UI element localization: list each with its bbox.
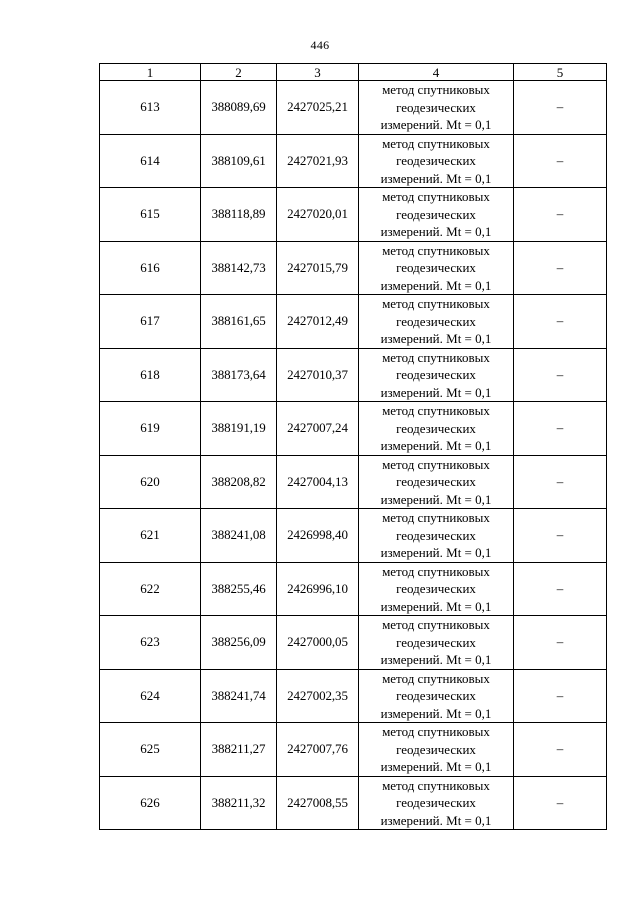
note-cell: – <box>514 723 607 777</box>
x-coordinate-cell: 388211,32 <box>201 776 277 830</box>
method-cell <box>359 81 514 135</box>
point-number-cell: 613 <box>100 81 201 135</box>
method-cell <box>359 776 514 830</box>
point-number-cell: 614 <box>100 134 201 188</box>
method-line: геодезических <box>396 153 476 168</box>
column-header-1: 1 <box>100 64 201 81</box>
method-line: геодезических <box>396 527 476 543</box>
note-cell: – <box>514 509 607 563</box>
method-line: геодезических <box>396 688 476 703</box>
table-row <box>100 402 607 456</box>
method-line: метод спутниковых <box>382 563 490 579</box>
method-line: геодезических <box>396 420 476 436</box>
method-line: измерений. Mt = 0,1 <box>380 652 492 667</box>
x-coordinate-cell: 388256,09 <box>201 616 277 670</box>
note-cell: – <box>514 455 607 509</box>
method-cell <box>359 509 514 563</box>
table-row <box>100 188 607 242</box>
x-coordinate-cell: 388173,64 <box>201 348 277 402</box>
table-row <box>100 134 607 188</box>
method-line: измерений. Mt = 0,1 <box>380 170 492 186</box>
coordinates-table <box>99 63 607 830</box>
table-row <box>100 723 607 777</box>
method-line: измерений. Mt = 0,1 <box>380 331 492 346</box>
table-row <box>100 348 607 402</box>
note-cell: – <box>514 295 607 349</box>
note-cell: – <box>514 669 607 723</box>
x-coordinate-cell: 388118,89 <box>201 188 277 242</box>
column-header-4: 4 <box>359 64 514 81</box>
table-row <box>100 616 607 670</box>
point-number-cell: 619 <box>100 402 201 456</box>
method-line: геодезических <box>396 99 476 115</box>
y-coordinate-cell: 2427021,93 <box>277 134 359 188</box>
note-cell: – <box>514 562 607 616</box>
point-number-cell: 617 <box>100 295 201 349</box>
point-number-cell: 622 <box>100 562 201 616</box>
method-line: геодезических <box>396 474 476 489</box>
method-cell <box>359 134 514 188</box>
x-coordinate-cell: 388208,82 <box>201 455 277 509</box>
column-header-2: 2 <box>201 64 277 81</box>
method-line: метод спутниковых <box>382 403 490 418</box>
method-cell <box>359 723 514 777</box>
note-cell: – <box>514 188 607 242</box>
y-coordinate-cell: 2427020,01 <box>277 188 359 242</box>
table-row <box>100 669 607 723</box>
method-line: измерений. Mt = 0,1 <box>380 438 492 453</box>
method-cell <box>359 295 514 349</box>
method-line: метод спутниковых <box>382 242 490 258</box>
method-cell <box>359 562 514 616</box>
method-line: геодезических <box>396 795 476 810</box>
y-coordinate-cell: 2427002,35 <box>277 669 359 723</box>
method-cell <box>359 241 514 295</box>
x-coordinate-cell: 388109,61 <box>201 134 277 188</box>
y-coordinate-cell: 2427007,24 <box>277 402 359 456</box>
method-cell <box>359 455 514 509</box>
method-line: метод спутниковых <box>382 82 490 97</box>
method-line: метод спутниковых <box>382 456 490 472</box>
method-cell <box>359 188 514 242</box>
y-coordinate-cell: 2427007,76 <box>277 723 359 777</box>
x-coordinate-cell: 388191,19 <box>201 402 277 456</box>
method-line: измерений. Mt = 0,1 <box>380 491 492 507</box>
note-cell: – <box>514 134 607 188</box>
table-row <box>100 241 607 295</box>
method-line: геодезических <box>396 634 476 650</box>
method-line: измерений. Mt = 0,1 <box>380 384 492 400</box>
y-coordinate-cell: 2427000,05 <box>277 616 359 670</box>
method-cell <box>359 669 514 723</box>
point-number-cell: 625 <box>100 723 201 777</box>
column-header-5: 5 <box>514 64 607 81</box>
point-number-cell: 616 <box>100 241 201 295</box>
table-row <box>100 776 607 830</box>
method-line: метод спутниковых <box>382 510 490 525</box>
method-line: измерений. Mt = 0,1 <box>380 812 492 828</box>
method-line: метод спутниковых <box>382 777 490 793</box>
table-row <box>100 295 607 349</box>
x-coordinate-cell: 388161,65 <box>201 295 277 349</box>
y-coordinate-cell: 2427004,13 <box>277 455 359 509</box>
column-header-3: 3 <box>277 64 359 81</box>
method-line: измерений. Mt = 0,1 <box>380 545 492 560</box>
method-line: геодезических <box>396 741 476 757</box>
table-body <box>100 81 607 830</box>
point-number-cell: 624 <box>100 669 201 723</box>
method-line: метод спутниковых <box>382 349 490 365</box>
method-line: измерений. Mt = 0,1 <box>380 598 492 614</box>
y-coordinate-cell: 2427010,37 <box>277 348 359 402</box>
method-line: измерений. Mt = 0,1 <box>380 759 492 774</box>
y-coordinate-cell: 2426996,10 <box>277 562 359 616</box>
method-line: измерений. Mt = 0,1 <box>380 277 492 293</box>
point-number-cell: 615 <box>100 188 201 242</box>
point-number-cell: 620 <box>100 455 201 509</box>
y-coordinate-cell: 2427025,21 <box>277 81 359 135</box>
y-coordinate-cell: 2427015,79 <box>277 241 359 295</box>
method-cell <box>359 348 514 402</box>
y-coordinate-cell: 2426998,40 <box>277 509 359 563</box>
header-row <box>100 64 607 81</box>
table-row <box>100 562 607 616</box>
note-cell: – <box>514 348 607 402</box>
method-line: метод спутниковых <box>382 724 490 739</box>
method-line: геодезических <box>396 206 476 222</box>
page-number: 446 <box>310 38 330 52</box>
table-row <box>100 81 607 135</box>
method-line: геодезических <box>396 260 476 275</box>
x-coordinate-cell: 388255,46 <box>201 562 277 616</box>
point-number-cell: 626 <box>100 776 201 830</box>
note-cell: – <box>514 776 607 830</box>
method-line: измерений. Mt = 0,1 <box>380 117 492 132</box>
note-cell: – <box>514 81 607 135</box>
point-number-cell: 623 <box>100 616 201 670</box>
method-line: геодезических <box>396 581 476 596</box>
method-line: измерений. Mt = 0,1 <box>380 224 492 239</box>
note-cell: – <box>514 402 607 456</box>
point-number-cell: 618 <box>100 348 201 402</box>
method-line: метод спутниковых <box>382 296 490 311</box>
table-row <box>100 455 607 509</box>
x-coordinate-cell: 388241,74 <box>201 669 277 723</box>
x-coordinate-cell: 388241,08 <box>201 509 277 563</box>
method-line: геодезических <box>396 313 476 329</box>
table-row <box>100 509 607 563</box>
y-coordinate-cell: 2427012,49 <box>277 295 359 349</box>
x-coordinate-cell: 388142,73 <box>201 241 277 295</box>
point-number-cell: 621 <box>100 509 201 563</box>
method-line: геодезических <box>396 367 476 382</box>
note-cell: – <box>514 616 607 670</box>
method-line: метод спутниковых <box>382 189 490 204</box>
method-line: метод спутниковых <box>382 670 490 686</box>
method-cell <box>359 402 514 456</box>
method-line: измерений. Mt = 0,1 <box>380 705 492 721</box>
x-coordinate-cell: 388089,69 <box>201 81 277 135</box>
y-coordinate-cell: 2427008,55 <box>277 776 359 830</box>
method-line: метод спутниковых <box>382 617 490 632</box>
method-line: метод спутниковых <box>382 135 490 151</box>
note-cell: – <box>514 241 607 295</box>
x-coordinate-cell: 388211,27 <box>201 723 277 777</box>
method-cell <box>359 616 514 670</box>
